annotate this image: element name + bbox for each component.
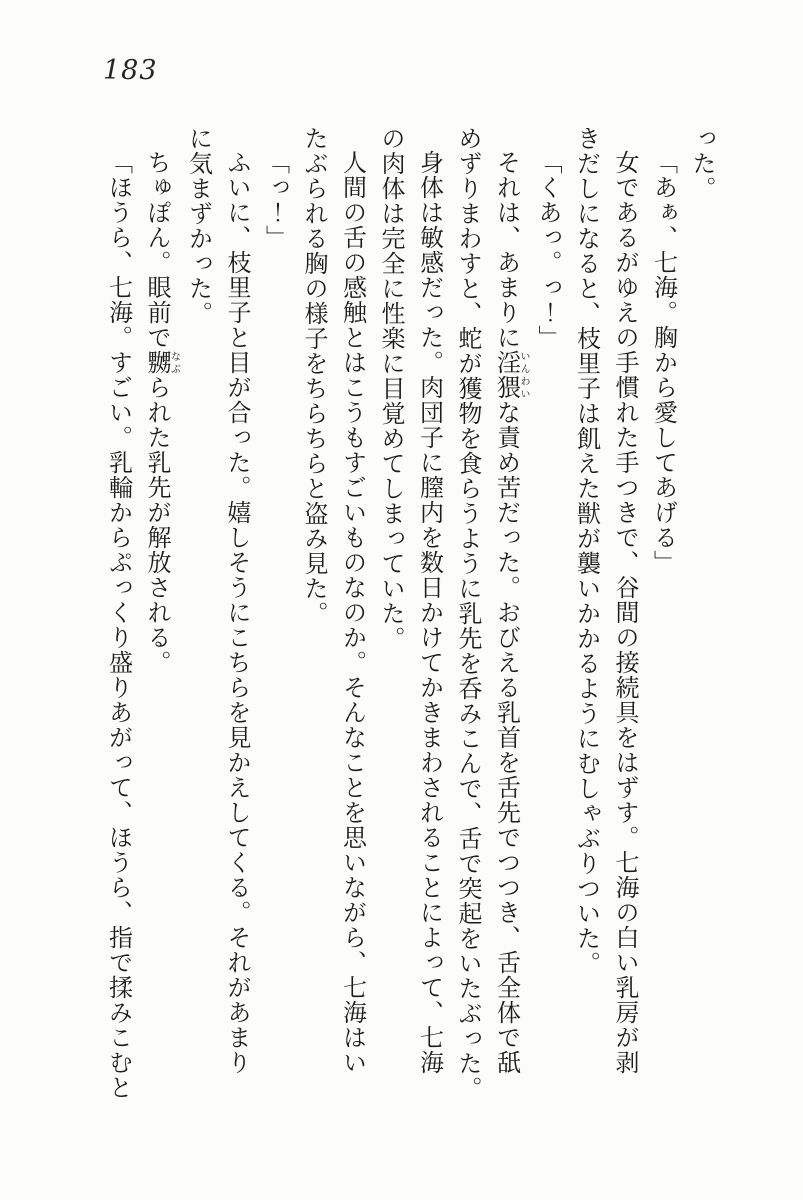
- text-line-9: の肉体は完全に性楽に目覚めてしまっていた。: [377, 126, 405, 651]
- text-line-3: 女であるがゆえの手慣れた手つきで、谷間の接続具をはずす。七海の白い乳房が剥: [611, 150, 639, 1075]
- text-line-8: 身体は敏感だった。肉団子に膣内を数日かけてかきまわされることによって、七海: [415, 150, 444, 1075]
- text-line-2: 「あぁ、七海。胸から愛してあげる」: [649, 150, 678, 575]
- text-line-4: きだしになると、枝里子は飢えた獣が襲いかかるようにむしゃぶりついた。: [572, 126, 601, 976]
- furigana: いんわい: [518, 350, 529, 400]
- text-line-16: 「ほうら、七海。すごい。乳輪からぷっくり盛りあがって、ほうら、指で揉みこむと: [104, 150, 133, 1100]
- text-line-13: ふいに、枝里子と目が合った。嬉しそうにこちらを見かえしてくる。それがあまり: [223, 150, 251, 1075]
- ruby-annotated-word: 嬲なぶ: [143, 350, 180, 375]
- text-line-6: それは、あまりに淫猥いんわいな責め苦だった。おびえる乳首を舌先でつつき、舌全体で舐: [492, 150, 529, 1075]
- text-line-15: ちゅぽん。眼前で嬲なぶられた乳先が解放される。: [143, 150, 180, 675]
- furigana: なぶ: [168, 350, 180, 375]
- page-number: 183: [103, 55, 158, 86]
- vertical-text-block: [99, 126, 721, 1101]
- ruby-annotated-word: 淫猥いんわい: [492, 350, 529, 400]
- text-line-5: 「くあっ。っ！」: [534, 150, 562, 350]
- text-line-1: った。: [688, 126, 716, 201]
- text-line-7: めずりまわすと、蛇が獲物を食らうように乳先を呑みこんで、舌で突起をいたぶった。: [454, 126, 482, 1101]
- text-line-10: 人間の舌の感触とはこうもすごいものなのか。そんなことを思いながら、七海はい: [338, 150, 367, 1075]
- text-line-12: 「っ！」: [261, 150, 290, 250]
- text-line-14: に気まずかった。: [184, 126, 213, 326]
- text-line-11: たぶられる胸の様子をちらちらと盗み見た。: [300, 126, 328, 626]
